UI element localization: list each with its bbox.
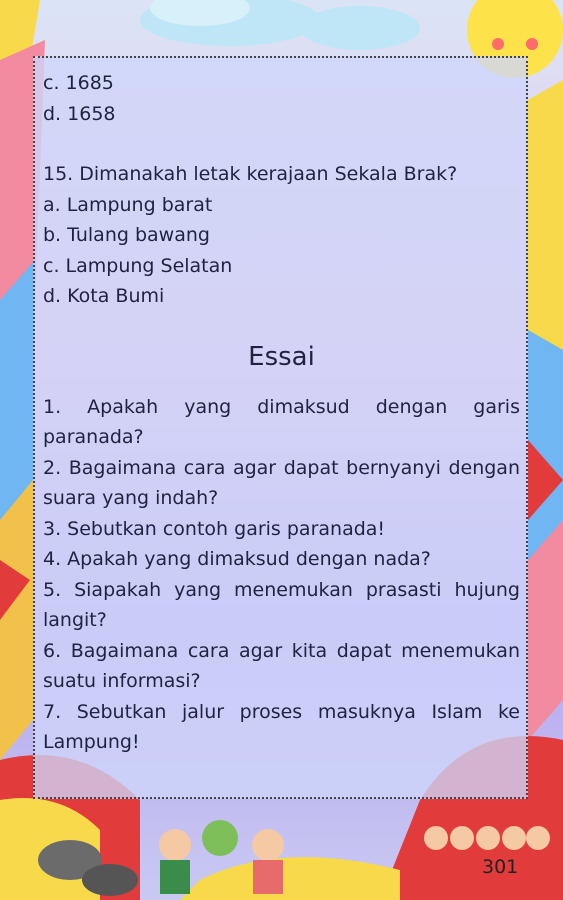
child-icon	[159, 829, 191, 861]
essay-item-5: 5. Siapakah yang menemukan prasasti hujung langit?	[43, 578, 520, 631]
question-15-option-a: a. Lampung barat	[43, 193, 213, 216]
essay-heading: Essai	[248, 341, 315, 372]
question-15-option-d: d. Kota Bumi	[43, 285, 165, 307]
question-15-option-b: b. Tulang bawang	[43, 224, 210, 246]
essay-item-7: 7. Sebutkan jalur proses masuknya Islam ke Lampung!	[43, 700, 520, 753]
page-number: 301	[482, 856, 519, 878]
essay-item-2: 2. Bagaimana cara agar dapat bernyanyi dengan suara yang indah?	[43, 456, 520, 509]
essay-item-3: 3. Sebutkan contoh garis paranada!	[43, 517, 386, 540]
essay-item-1: 1. Apakah yang dimaksud dengan garis paranada?	[43, 395, 520, 448]
question-15-option-c: c. Lampung Selatan	[43, 254, 233, 277]
essay-item-4: 4. Apakah yang dimaksud dengan nada?	[43, 548, 431, 570]
essay-item-6: 6. Bagaimana cara agar kita dapat menemukan suatu informasi?	[43, 639, 520, 692]
option-d-previous: d. 1658	[43, 102, 116, 125]
question-card	[33, 56, 528, 799]
question-15-text: 15. Dimanakah letak kerajaan Sekala Brak?	[43, 163, 458, 185]
option-c-previous: c. 1685	[43, 72, 114, 94]
